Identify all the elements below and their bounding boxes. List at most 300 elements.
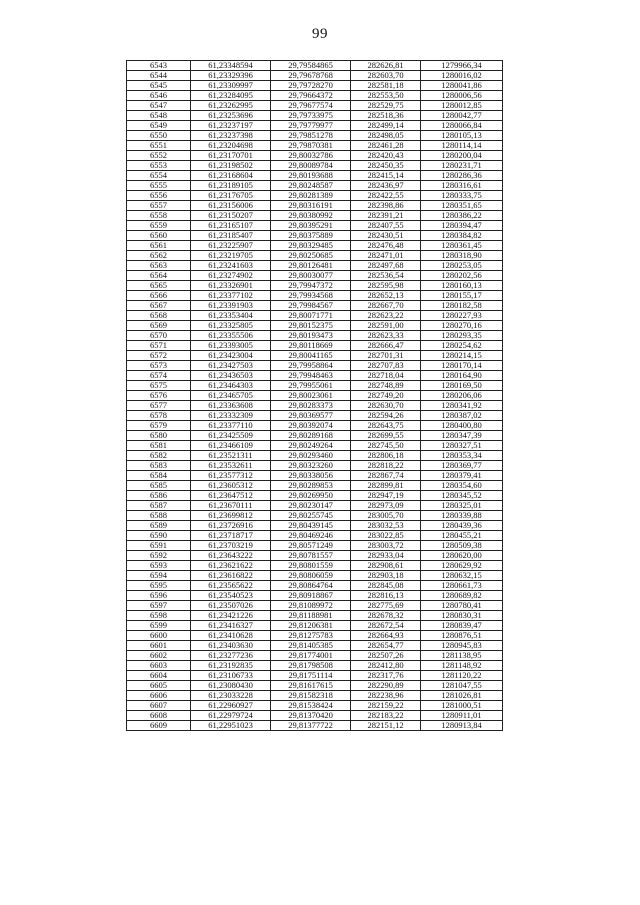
table-row (127, 561, 503, 571)
latitude-cell: 61,23643222 (191, 551, 271, 561)
y-coordinate-cell: 1280333,75 (421, 191, 503, 201)
latitude-cell: 61,23185407 (191, 231, 271, 241)
table-row (127, 461, 503, 471)
longitude-cell: 29,81617615 (271, 681, 351, 691)
x-coordinate-cell: 282652,13 (351, 291, 421, 301)
latitude-cell: 61,23241603 (191, 261, 271, 271)
x-coordinate-cell: 282159,22 (351, 701, 421, 711)
longitude-cell: 29,79948463 (271, 371, 351, 381)
longitude-cell: 29,81089972 (271, 601, 351, 611)
point-number-cell: 6568 (127, 311, 191, 321)
x-coordinate-cell: 282667,70 (351, 301, 421, 311)
table-row (127, 661, 503, 671)
y-coordinate-cell: 1280182,58 (421, 301, 503, 311)
table-row (127, 201, 503, 211)
x-coordinate-cell: 282643,75 (351, 421, 421, 431)
x-coordinate-cell: 282933,04 (351, 551, 421, 561)
y-coordinate-cell: 1280164,90 (421, 371, 503, 381)
longitude-cell: 29,80289853 (271, 481, 351, 491)
x-coordinate-cell: 282664,93 (351, 631, 421, 641)
latitude-cell: 61,23353404 (191, 311, 271, 321)
longitude-cell: 29,81188981 (271, 611, 351, 621)
x-coordinate-cell: 282422,55 (351, 191, 421, 201)
point-number-cell: 6592 (127, 551, 191, 561)
y-coordinate-cell: 1280379,41 (421, 471, 503, 481)
y-coordinate-cell: 1280169,50 (421, 381, 503, 391)
longitude-cell: 29,80469246 (271, 531, 351, 541)
x-coordinate-cell: 282317,76 (351, 671, 421, 681)
table-row (127, 311, 503, 321)
table-row (127, 111, 503, 121)
x-coordinate-cell: 282666,47 (351, 341, 421, 351)
y-coordinate-cell: 1280041,86 (421, 81, 503, 91)
longitude-cell: 29,80289168 (271, 431, 351, 441)
coordinates-table (126, 60, 503, 731)
table-row (127, 231, 503, 241)
table-row (127, 451, 503, 461)
table-row (127, 251, 503, 261)
latitude-cell: 61,23427503 (191, 361, 271, 371)
longitude-cell: 29,80806059 (271, 571, 351, 581)
point-number-cell: 6566 (127, 291, 191, 301)
point-number-cell: 6565 (127, 281, 191, 291)
y-coordinate-cell: 1280830,31 (421, 611, 503, 621)
longitude-cell: 29,80781557 (271, 551, 351, 561)
longitude-cell: 29,80439145 (271, 521, 351, 531)
point-number-cell: 6571 (127, 341, 191, 351)
y-coordinate-cell: 1280325,01 (421, 501, 503, 511)
point-number-cell: 6574 (127, 371, 191, 381)
longitude-cell: 29,80269950 (271, 491, 351, 501)
y-coordinate-cell: 1280394,47 (421, 221, 503, 231)
latitude-cell: 61,23670111 (191, 501, 271, 511)
point-number-cell: 6575 (127, 381, 191, 391)
table-row (127, 691, 503, 701)
point-number-cell: 6587 (127, 501, 191, 511)
table-row (127, 641, 503, 651)
y-coordinate-cell: 1280105,13 (421, 131, 503, 141)
table-row (127, 471, 503, 481)
y-coordinate-cell: 1280231,71 (421, 161, 503, 171)
point-number-cell: 6556 (127, 191, 191, 201)
longitude-cell: 29,79678768 (271, 71, 351, 81)
y-coordinate-cell: 1280353,34 (421, 451, 503, 461)
y-coordinate-cell: 1281000,51 (421, 701, 503, 711)
latitude-cell: 61,23416327 (191, 621, 271, 631)
y-coordinate-cell: 1281047,55 (421, 681, 503, 691)
longitude-cell: 29,79934568 (271, 291, 351, 301)
y-coordinate-cell: 1280206,06 (421, 391, 503, 401)
table-row (127, 631, 503, 641)
longitude-cell: 29,80918867 (271, 591, 351, 601)
longitude-cell: 29,79779977 (271, 121, 351, 131)
point-number-cell: 6597 (127, 601, 191, 611)
latitude-cell: 61,23703219 (191, 541, 271, 551)
x-coordinate-cell: 283022,85 (351, 531, 421, 541)
latitude-cell: 61,23225907 (191, 241, 271, 251)
latitude-cell: 61,23565622 (191, 581, 271, 591)
point-number-cell: 6567 (127, 301, 191, 311)
x-coordinate-cell: 282594,26 (351, 411, 421, 421)
longitude-cell: 29,79958864 (271, 361, 351, 371)
latitude-cell: 61,23262995 (191, 101, 271, 111)
point-number-cell: 6561 (127, 241, 191, 251)
latitude-cell: 61,23423004 (191, 351, 271, 361)
x-coordinate-cell: 282238,96 (351, 691, 421, 701)
longitude-cell: 29,81405385 (271, 641, 351, 651)
x-coordinate-cell: 282908,61 (351, 561, 421, 571)
point-number-cell: 6573 (127, 361, 191, 371)
point-number-cell: 6562 (127, 251, 191, 261)
table-row (127, 551, 503, 561)
y-coordinate-cell: 1280384,82 (421, 231, 503, 241)
y-coordinate-cell: 1280345,52 (421, 491, 503, 501)
longitude-cell: 29,79851278 (271, 131, 351, 141)
y-coordinate-cell: 1280509,38 (421, 541, 503, 551)
point-number-cell: 6550 (127, 131, 191, 141)
x-coordinate-cell: 282476,48 (351, 241, 421, 251)
coordinates-table-body (127, 61, 503, 731)
table-row (127, 541, 503, 551)
y-coordinate-cell: 1280227,93 (421, 311, 503, 321)
latitude-cell: 61,23465705 (191, 391, 271, 401)
x-coordinate-cell: 282498,05 (351, 131, 421, 141)
point-number-cell: 6576 (127, 391, 191, 401)
longitude-cell: 29,79584865 (271, 61, 351, 71)
longitude-cell: 29,80375889 (271, 231, 351, 241)
point-number-cell: 6599 (127, 621, 191, 631)
point-number-cell: 6551 (127, 141, 191, 151)
table-row (127, 431, 503, 441)
table-row (127, 301, 503, 311)
y-coordinate-cell: 1280351,65 (421, 201, 503, 211)
table-row (127, 391, 503, 401)
table-row (127, 161, 503, 171)
point-number-cell: 6594 (127, 571, 191, 581)
table-row (127, 61, 503, 71)
table-row (127, 621, 503, 631)
table-row (127, 221, 503, 231)
latitude-cell: 61,23436503 (191, 371, 271, 381)
y-coordinate-cell: 1279966,34 (421, 61, 503, 71)
table-row (127, 191, 503, 201)
x-coordinate-cell: 282151,12 (351, 721, 421, 731)
point-number-cell: 6569 (127, 321, 191, 331)
y-coordinate-cell: 1280286,36 (421, 171, 503, 181)
table-row (127, 211, 503, 221)
table-row (127, 521, 503, 531)
x-coordinate-cell: 282718,04 (351, 371, 421, 381)
point-number-cell: 6570 (127, 331, 191, 341)
x-coordinate-cell: 282818,22 (351, 461, 421, 471)
longitude-cell: 29,80395291 (271, 221, 351, 231)
latitude-cell: 61,23198502 (191, 161, 271, 171)
longitude-cell: 29,80392074 (271, 421, 351, 431)
y-coordinate-cell: 1280400,80 (421, 421, 503, 431)
y-coordinate-cell: 1280913,84 (421, 721, 503, 731)
x-coordinate-cell: 282678,32 (351, 611, 421, 621)
latitude-cell: 61,23540523 (191, 591, 271, 601)
table-row (127, 81, 503, 91)
longitude-cell: 29,80071771 (271, 311, 351, 321)
point-number-cell: 6552 (127, 151, 191, 161)
y-coordinate-cell: 1280270,16 (421, 321, 503, 331)
y-coordinate-cell: 1280042,77 (421, 111, 503, 121)
table-row (127, 361, 503, 371)
point-number-cell: 6585 (127, 481, 191, 491)
latitude-cell: 61,23170701 (191, 151, 271, 161)
point-number-cell: 6591 (127, 541, 191, 551)
point-number-cell: 6557 (127, 201, 191, 211)
y-coordinate-cell: 1280386,22 (421, 211, 503, 221)
x-coordinate-cell: 283005,70 (351, 511, 421, 521)
x-coordinate-cell: 282672,54 (351, 621, 421, 631)
table-row (127, 591, 503, 601)
table-row (127, 271, 503, 281)
latitude-cell: 61,23410628 (191, 631, 271, 641)
longitude-cell: 29,79984567 (271, 301, 351, 311)
table-row (127, 671, 503, 681)
latitude-cell: 61,23377110 (191, 421, 271, 431)
y-coordinate-cell: 1280200,04 (421, 151, 503, 161)
x-coordinate-cell: 282775,69 (351, 601, 421, 611)
table-row (127, 531, 503, 541)
y-coordinate-cell: 1280202,56 (421, 271, 503, 281)
x-coordinate-cell: 282623,33 (351, 331, 421, 341)
latitude-cell: 61,23277236 (191, 651, 271, 661)
latitude-cell: 61,23326901 (191, 281, 271, 291)
point-number-cell: 6580 (127, 431, 191, 441)
point-number-cell: 6606 (127, 691, 191, 701)
longitude-cell: 29,80118669 (271, 341, 351, 351)
table-row (127, 481, 503, 491)
point-number-cell: 6581 (127, 441, 191, 451)
y-coordinate-cell: 1280632,15 (421, 571, 503, 581)
longitude-cell: 29,81377722 (271, 721, 351, 731)
longitude-cell: 29,80571249 (271, 541, 351, 551)
table-row (127, 571, 503, 581)
latitude-cell: 61,23033228 (191, 691, 271, 701)
point-number-cell: 6563 (127, 261, 191, 271)
point-number-cell: 6558 (127, 211, 191, 221)
table-row (127, 151, 503, 161)
x-coordinate-cell: 282581,18 (351, 81, 421, 91)
point-number-cell: 6559 (127, 221, 191, 231)
x-coordinate-cell: 282436,97 (351, 181, 421, 191)
latitude-cell: 61,23355506 (191, 331, 271, 341)
x-coordinate-cell: 282420,43 (351, 151, 421, 161)
x-coordinate-cell: 282529,75 (351, 101, 421, 111)
point-number-cell: 6577 (127, 401, 191, 411)
table-row (127, 701, 503, 711)
point-number-cell: 6579 (127, 421, 191, 431)
y-coordinate-cell: 1280347,39 (421, 431, 503, 441)
latitude-cell: 61,23325805 (191, 321, 271, 331)
latitude-cell: 61,23621622 (191, 561, 271, 571)
longitude-cell: 29,79947372 (271, 281, 351, 291)
y-coordinate-cell: 1280254,62 (421, 341, 503, 351)
y-coordinate-cell: 1280439,36 (421, 521, 503, 531)
x-coordinate-cell: 283032,53 (351, 521, 421, 531)
y-coordinate-cell: 1280341,92 (421, 401, 503, 411)
x-coordinate-cell: 282415,14 (351, 171, 421, 181)
point-number-cell: 6601 (127, 641, 191, 651)
x-coordinate-cell: 282290,89 (351, 681, 421, 691)
table-row (127, 291, 503, 301)
latitude-cell: 61,23421226 (191, 611, 271, 621)
latitude-cell: 61,23176705 (191, 191, 271, 201)
latitude-cell: 61,23532611 (191, 461, 271, 471)
y-coordinate-cell: 1280629,92 (421, 561, 503, 571)
x-coordinate-cell: 282507,26 (351, 651, 421, 661)
y-coordinate-cell: 1280006,56 (421, 91, 503, 101)
x-coordinate-cell: 282398,86 (351, 201, 421, 211)
longitude-cell: 29,81370420 (271, 711, 351, 721)
latitude-cell: 61,23329396 (191, 71, 271, 81)
x-coordinate-cell: 282845,08 (351, 581, 421, 591)
x-coordinate-cell: 282430,51 (351, 231, 421, 241)
x-coordinate-cell: 282867,74 (351, 471, 421, 481)
x-coordinate-cell: 282471,01 (351, 251, 421, 261)
point-number-cell: 6545 (127, 81, 191, 91)
x-coordinate-cell: 282947,19 (351, 491, 421, 501)
y-coordinate-cell: 1280387,02 (421, 411, 503, 421)
table-row (127, 71, 503, 81)
latitude-cell: 61,23393005 (191, 341, 271, 351)
y-coordinate-cell: 1280066,84 (421, 121, 503, 131)
y-coordinate-cell: 1280318,90 (421, 251, 503, 261)
x-coordinate-cell: 282745,50 (351, 441, 421, 451)
y-coordinate-cell: 1280170,14 (421, 361, 503, 371)
longitude-cell: 29,80338056 (271, 471, 351, 481)
longitude-cell: 29,79955061 (271, 381, 351, 391)
y-coordinate-cell: 1281148,92 (421, 661, 503, 671)
y-coordinate-cell: 1280339,88 (421, 511, 503, 521)
point-number-cell: 6593 (127, 561, 191, 571)
longitude-cell: 29,80293460 (271, 451, 351, 461)
table-row (127, 131, 503, 141)
point-number-cell: 6549 (127, 121, 191, 131)
y-coordinate-cell: 1280316,61 (421, 181, 503, 191)
y-coordinate-cell: 1280661,73 (421, 581, 503, 591)
x-coordinate-cell: 282461,28 (351, 141, 421, 151)
x-coordinate-cell: 282591,00 (351, 321, 421, 331)
latitude-cell: 61,23718717 (191, 531, 271, 541)
table-row (127, 381, 503, 391)
x-coordinate-cell: 282630,70 (351, 401, 421, 411)
x-coordinate-cell: 282749,20 (351, 391, 421, 401)
longitude-cell: 29,80023061 (271, 391, 351, 401)
table-row (127, 511, 503, 521)
latitude-cell: 61,23726916 (191, 521, 271, 531)
y-coordinate-cell: 1280354,60 (421, 481, 503, 491)
point-number-cell: 6583 (127, 461, 191, 471)
table-row (127, 341, 503, 351)
point-number-cell: 6553 (127, 161, 191, 171)
table-row (127, 241, 503, 251)
x-coordinate-cell: 282707,83 (351, 361, 421, 371)
point-number-cell: 6596 (127, 591, 191, 601)
point-number-cell: 6582 (127, 451, 191, 461)
point-number-cell: 6572 (127, 351, 191, 361)
longitude-cell: 29,80126481 (271, 261, 351, 271)
latitude-cell: 61,23403630 (191, 641, 271, 651)
longitude-cell: 29,80249264 (271, 441, 351, 451)
y-coordinate-cell: 1280016,02 (421, 71, 503, 81)
point-number-cell: 6605 (127, 681, 191, 691)
point-number-cell: 6607 (127, 701, 191, 711)
latitude-cell: 61,23466109 (191, 441, 271, 451)
longitude-cell: 29,81798508 (271, 661, 351, 671)
y-coordinate-cell: 1280114,14 (421, 141, 503, 151)
table-row (127, 491, 503, 501)
latitude-cell: 61,22979724 (191, 711, 271, 721)
table-row (127, 581, 503, 591)
point-number-cell: 6547 (127, 101, 191, 111)
table-row (127, 651, 503, 661)
point-number-cell: 6602 (127, 651, 191, 661)
x-coordinate-cell: 282603,70 (351, 71, 421, 81)
x-coordinate-cell: 282899,81 (351, 481, 421, 491)
latitude-cell: 61,23274902 (191, 271, 271, 281)
point-number-cell: 6543 (127, 61, 191, 71)
y-coordinate-cell: 1281120,22 (421, 671, 503, 681)
longitude-cell: 29,80323260 (271, 461, 351, 471)
point-number-cell: 6555 (127, 181, 191, 191)
longitude-cell: 29,80329485 (271, 241, 351, 251)
x-coordinate-cell: 282816,13 (351, 591, 421, 601)
longitude-cell: 29,80032786 (271, 151, 351, 161)
latitude-cell: 61,23253696 (191, 111, 271, 121)
table-row (127, 101, 503, 111)
longitude-cell: 29,80193473 (271, 331, 351, 341)
y-coordinate-cell: 1280155,17 (421, 291, 503, 301)
table-row (127, 181, 503, 191)
latitude-cell: 61,23150207 (191, 211, 271, 221)
x-coordinate-cell: 282499,14 (351, 121, 421, 131)
point-number-cell: 6595 (127, 581, 191, 591)
table-row (127, 141, 503, 151)
y-coordinate-cell: 1280369,77 (421, 461, 503, 471)
latitude-cell: 61,23464303 (191, 381, 271, 391)
x-coordinate-cell: 282536,54 (351, 271, 421, 281)
y-coordinate-cell: 1280160,13 (421, 281, 503, 291)
latitude-cell: 61,23391903 (191, 301, 271, 311)
latitude-cell: 61,23507026 (191, 601, 271, 611)
table-row (127, 91, 503, 101)
table-row (127, 501, 503, 511)
point-number-cell: 6584 (127, 471, 191, 481)
longitude-cell: 29,80380992 (271, 211, 351, 221)
x-coordinate-cell: 282553,50 (351, 91, 421, 101)
longitude-cell: 29,80193688 (271, 171, 351, 181)
longitude-cell: 29,81206381 (271, 621, 351, 631)
longitude-cell: 29,80152375 (271, 321, 351, 331)
longitude-cell: 29,80864764 (271, 581, 351, 591)
longitude-cell: 29,79728270 (271, 81, 351, 91)
longitude-cell: 29,80255745 (271, 511, 351, 521)
y-coordinate-cell: 1280780,41 (421, 601, 503, 611)
longitude-cell: 29,79677574 (271, 101, 351, 111)
longitude-cell: 29,79733975 (271, 111, 351, 121)
latitude-cell: 61,23080430 (191, 681, 271, 691)
y-coordinate-cell: 1280455,21 (421, 531, 503, 541)
latitude-cell: 61,23605312 (191, 481, 271, 491)
table-row (127, 411, 503, 421)
point-number-cell: 6544 (127, 71, 191, 81)
point-number-cell: 6604 (127, 671, 191, 681)
y-coordinate-cell: 1281138,95 (421, 651, 503, 661)
